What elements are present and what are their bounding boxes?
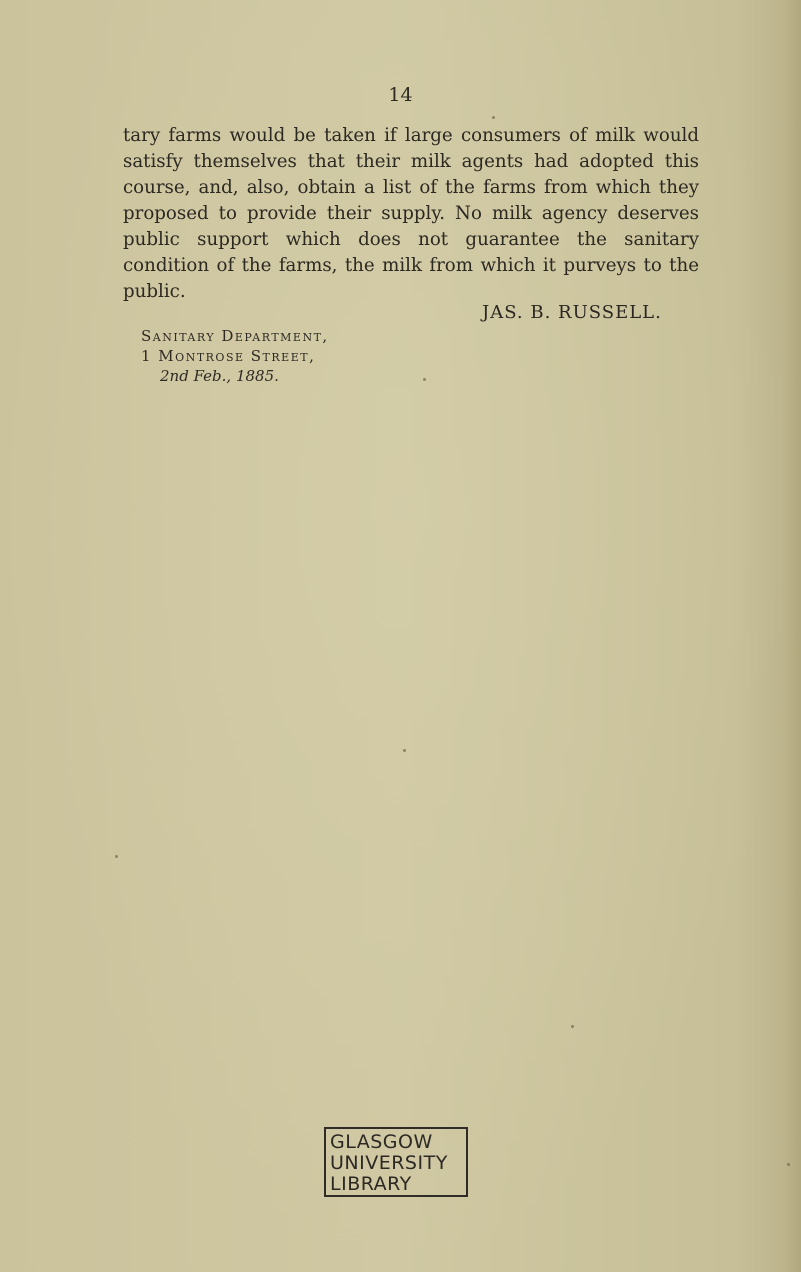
paper-speck: [787, 1163, 790, 1166]
body-line: also, obtain a list of the farms from which they proposed to provide: [123, 177, 699, 224]
page-number: 14: [388, 84, 413, 106]
stamp-line: UNIVERSITY: [330, 1152, 448, 1174]
paper-speck: [115, 855, 118, 858]
body-line: their supply. No milk agency deserves public support which does: [123, 203, 699, 250]
paper-speck: [423, 378, 426, 381]
body-line: themselves that their milk agents had adopted this course, and,: [123, 151, 699, 198]
paper-speck: [571, 1025, 574, 1028]
body-line: which it purveys to the public.: [123, 255, 699, 302]
body-line: not guarantee the sanitary condition of the farms, the milk from: [123, 229, 699, 276]
body-line: tary farms would be taken if large consumers of milk would satisfy: [123, 125, 699, 172]
signature: JAS. B. RUSSELL.: [482, 302, 662, 323]
stamp-line: LIBRARY: [330, 1173, 412, 1195]
library-stamp: [324, 1127, 468, 1197]
address-block: [141, 326, 329, 386]
body-paragraph: [123, 123, 699, 305]
address-date: 2nd Feb., 1885.: [160, 367, 279, 385]
stamp-line: GLASGOW: [330, 1131, 433, 1153]
address-street: 1 Montrose Street,: [141, 347, 316, 365]
address-department: Sanitary Department,: [141, 327, 329, 345]
paper-speck: [403, 749, 406, 752]
page-edge-shadow: [785, 0, 801, 1272]
paper-speck: [492, 116, 495, 119]
